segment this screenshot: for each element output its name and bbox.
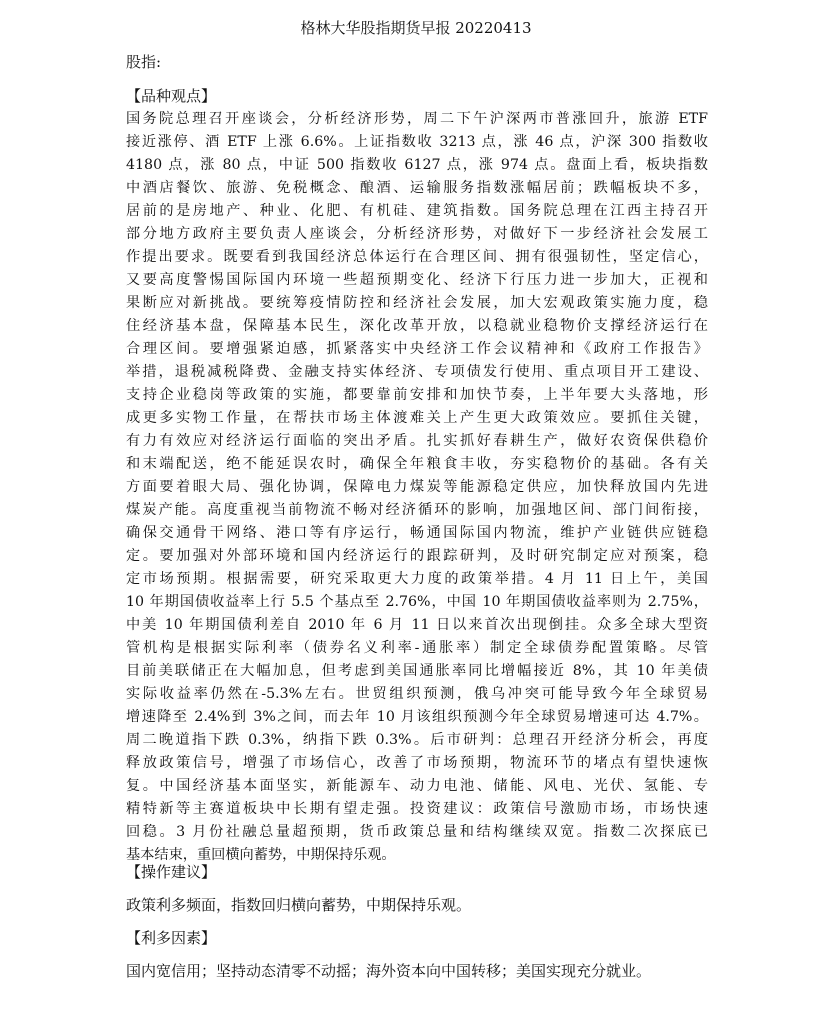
paragraph-line: 周二晚道指下跌 0.3%，纳指下跌 0.3%。后市研判：总理召开经济分析会，再度 bbox=[126, 732, 708, 748]
paragraph-line: 成更多实物工作量，在帮扶市场主体渡难关上产生更大政策效应。要抓住关键， bbox=[126, 410, 708, 426]
paragraph-line: 居前的是房地产、种业、化肥、有机硅、建筑指数。国务院总理在江西主持召开 bbox=[126, 203, 708, 219]
paragraph-line: 和末端配送，绝不能延误农时，确保全年粮食丰收，夯实稳物价的基础。各有关 bbox=[126, 456, 708, 472]
paragraph-line: 支持企业稳岗等政策的实施，都要靠前安排和加快节奏，上半年要大头落地，形 bbox=[126, 387, 708, 403]
paragraph-line: 确保交通骨干网络、港口等有序运行，畅通国际国内物流，维护产业链供应链稳 bbox=[126, 525, 708, 541]
paragraph-line: 复。中国经济基本面坚实，新能源车、动力电池、储能、风电、光伏、氢能、专 bbox=[126, 778, 708, 794]
paragraph-line: 煤炭产能。高度重视当前物流不畅对经济循环的影响，加强地区间、部门间衔接， bbox=[126, 502, 708, 518]
bullish-heading: 【利多因素】 bbox=[126, 929, 217, 947]
paragraph-line: 管机构是根据实际利率（债券名义利率-通胀率）制定全球债券配置策略。尽管 bbox=[126, 640, 708, 656]
paragraph-line: 实际收益率仍然在-5.3%左右。世贸组织预测，俄乌冲突可能导致今年全球贸易 bbox=[126, 686, 708, 702]
paragraph-line: 回稳。3 月份社融总量超预期，货币政策总量和结构继续双宽。指数二次探底已 bbox=[126, 824, 708, 840]
paragraph-line: 国务院总理召开座谈会，分析经济形势，周二下午沪深两市普涨回升，旅游 ETF bbox=[126, 111, 708, 127]
paragraph-line: 释放政策信号，增强了市场信心，改善了市场预期，物流环节的堵点有望快速恢 bbox=[126, 755, 708, 771]
paragraph-line: 中美 10 年期国债利差自 2010 年 6 月 11 日以来首次出现倒挂。众多全球大型资 bbox=[126, 617, 708, 633]
paragraph-line: 部分地方政府主要负责人座谈会，分析经济形势，对做好下一步经济社会发展工 bbox=[126, 226, 708, 242]
operation-text: 政策利多频面，指数回归横向蓄势，中期保持乐观。 bbox=[126, 896, 472, 914]
paragraph-line: 增速降至 2.4%到 3%之间，而去年 10 月该组织预测今年全球贸易增速可达 4.7%。 bbox=[126, 709, 708, 725]
paragraph-line: 定市场预期。根据需要，研究采取更大力度的政策举措。4 月 11 日上午，美国 bbox=[126, 571, 708, 587]
operation-heading: 【操作建议】 bbox=[126, 863, 217, 881]
paragraph-line: 有力有效应对经济运行面临的突出矛盾。扎实抓好春耕生产，做好农资保供稳价 bbox=[126, 433, 708, 449]
views-heading: 【品种观点】 bbox=[126, 87, 217, 105]
paragraph-line: 住经济基本盘，保障基本民生，深化改革开放，以稳就业稳物价支撑经济运行在 bbox=[126, 318, 708, 334]
section-label: 股指: bbox=[126, 53, 162, 71]
paragraph-line: 精特新等主赛道板块中长期有望走强。投资建议：政策信号激励市场，市场快速 bbox=[126, 801, 708, 817]
paragraph-line: 定。要加强对外部环境和国内经济运行的跟踪研判，及时研究制定应对预案，稳 bbox=[126, 548, 708, 564]
paragraph-line: 又要高度警惕国际国内环境一些超预期变化、经济下行压力进一步加大，正视和 bbox=[126, 272, 708, 288]
paragraph-line: 方面要着眼大局、强化协调，保障电力煤炭等能源稳定供应，加快释放国内先进 bbox=[126, 479, 708, 495]
paragraph-line: 中酒店餐饮、旅游、免税概念、酿酒、运输服务指数涨幅居前；跌幅板块不多， bbox=[126, 180, 708, 196]
paragraph-line: 接近涨停、酒 ETF 上涨 6.6%。上证指数收 3213 点，涨 46 点，沪深 300 指数收 bbox=[126, 134, 708, 150]
bullish-text: 国内宽信用；坚持动态清零不动摇；海外资本向中国转移；美国实现充分就业。 bbox=[126, 962, 652, 980]
paragraph-line: 作提出要求。既要看到我国经济总体运行在合理区间、拥有很强韧性，坚定信心， bbox=[126, 249, 708, 265]
paragraph-line: 4180 点，涨 80 点，中证 500 指数收 6127 点，涨 974 点。盘面上看，板块指数 bbox=[126, 157, 708, 173]
paragraph-line: 10 年期国债收益率上行 5.5 个基点至 2.76%，中国 10 年期国债收益率则为 2.75%， bbox=[126, 594, 708, 610]
paragraph-line: 合理区间。要增强紧迫感，抓紧落实中央经济工作会议精神和《政府工作报告》 bbox=[126, 341, 708, 357]
views-paragraph bbox=[126, 108, 708, 867]
paragraph-line: 举措，退税减税降费、金融支持实体经济、专项债发行使用、重点项目开工建设、 bbox=[126, 364, 708, 380]
paragraph-line: 目前美联储正在大幅加息，但考虑到美国通胀率同比增幅接近 8%，其 10 年美债 bbox=[126, 663, 708, 679]
paragraph-line: 基本结束，重回横向蓄势，中期保持乐观。 bbox=[126, 847, 396, 863]
paragraph-line: 果断应对新挑战。要统筹疫情防控和经济社会发展，加大宏观政策实施力度，稳 bbox=[126, 295, 708, 311]
report-title: 格林大华股指期货早报 20220413 bbox=[300, 19, 532, 37]
